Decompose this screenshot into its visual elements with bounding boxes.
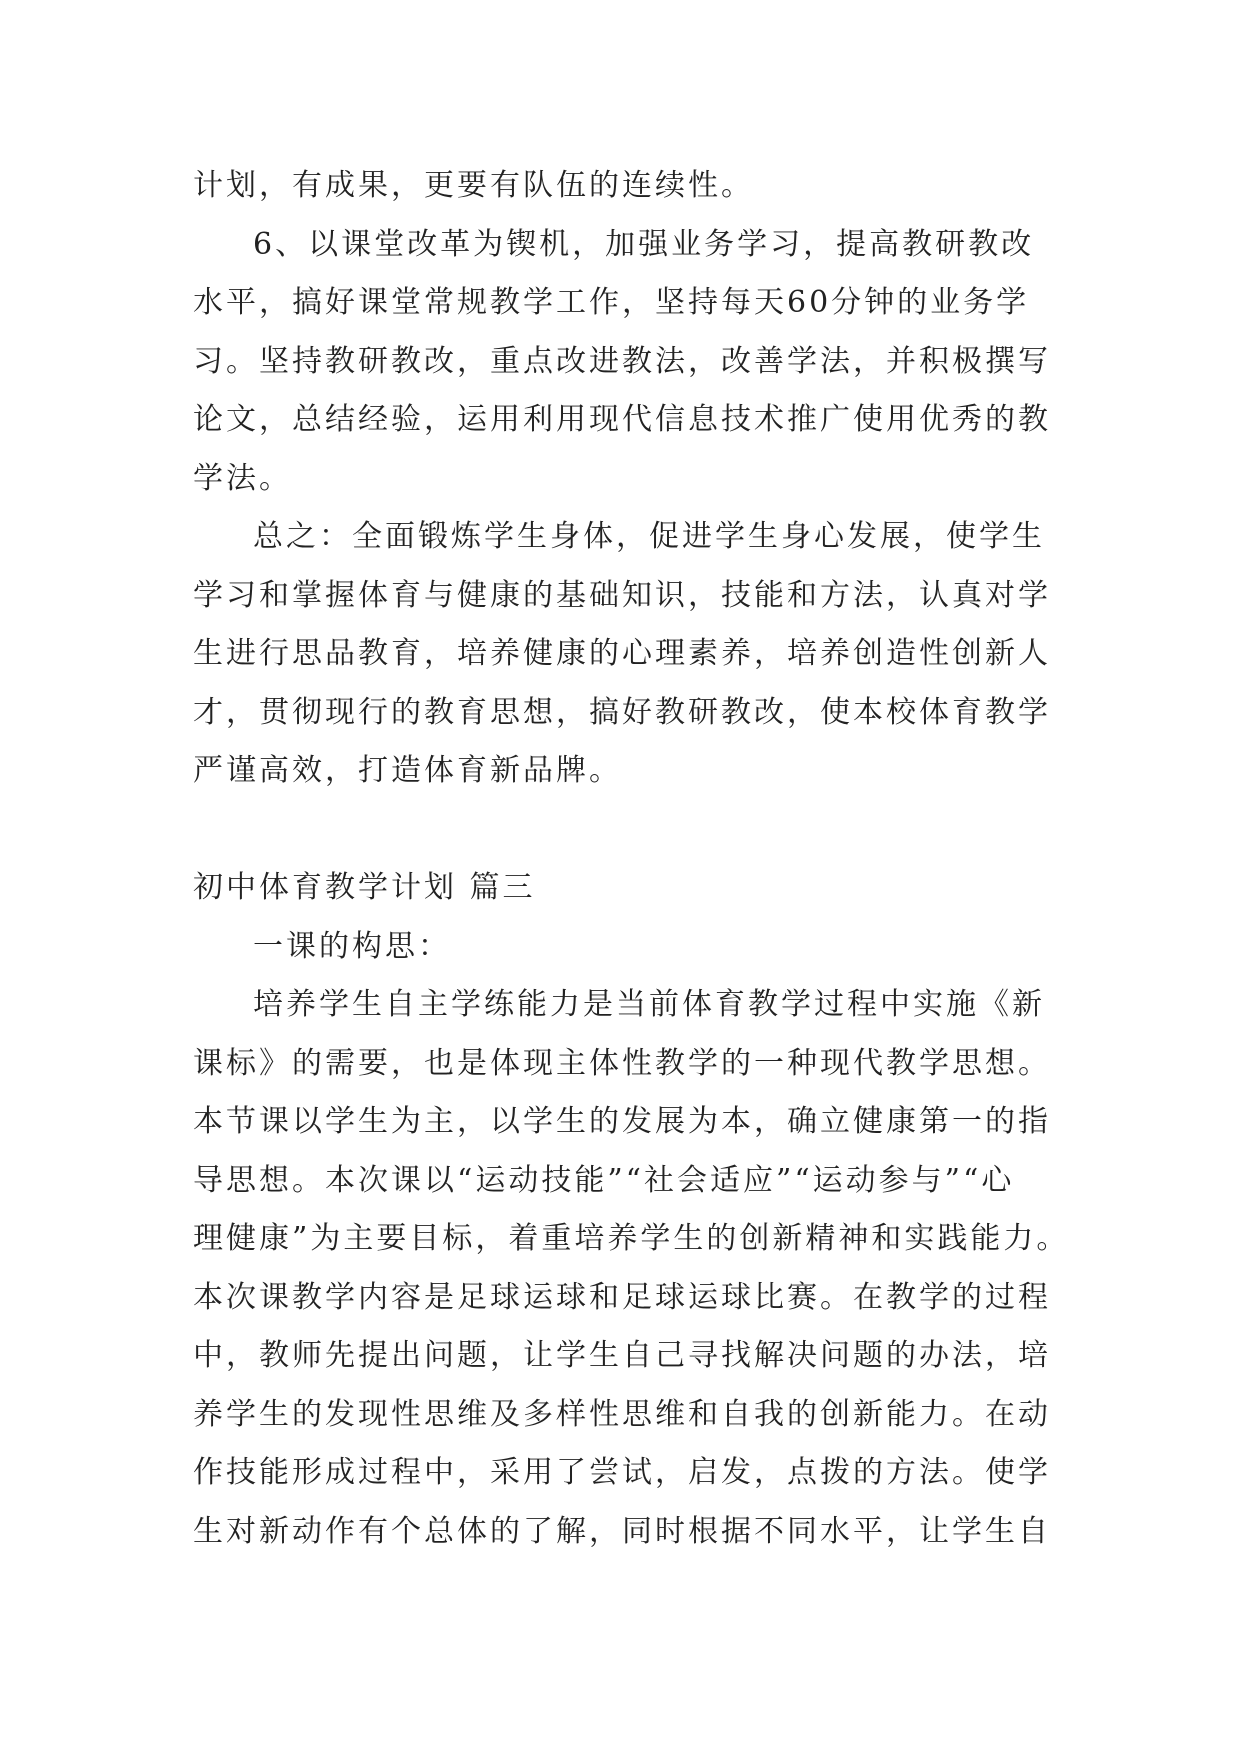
text-line: 课标》的需要，也是体现主体性教学的一种现代教学思想。 bbox=[193, 1046, 1051, 1081]
text-line: 培养学生自主学练能力是当前体育教学过程中实施《新 bbox=[253, 987, 1045, 1022]
text-line: 总之：全面锻炼学生身体，促进学生身心发展，使学生 bbox=[253, 519, 1045, 554]
text-line: 生进行思品教育，培养健康的心理素养，培养创造性创新人 bbox=[193, 636, 1051, 671]
text-line: 导思想。本次课以“运动技能”“社会适应”“运动参与”“心 bbox=[193, 1163, 1015, 1198]
text-line: 生对新动作有个总体的了解，同时根据不同水平，让学生自 bbox=[193, 1514, 1051, 1549]
text-line: 水平，搞好课堂常规教学工作，坚持每天60分钟的业务学 bbox=[193, 285, 1030, 320]
text-line: 养学生的发现性思维及多样性思维和自我的创新能力。在动 bbox=[193, 1397, 1051, 1432]
text-line: 作技能形成过程中，采用了尝试，启发，点拨的方法。使学 bbox=[193, 1455, 1051, 1490]
section-heading: 初中体育教学计划 篇三 bbox=[193, 870, 536, 905]
text-line: 6、以课堂改革为锲机，加强业务学习，提高教研教改 bbox=[253, 227, 1035, 262]
text-line: 计划，有成果，更要有队伍的连续性。 bbox=[193, 168, 754, 203]
text-line: 本次课教学内容是足球运球和足球运球比赛。在教学的过程 bbox=[193, 1280, 1051, 1315]
text-line: 学法。 bbox=[193, 461, 292, 496]
text-line: 一课的构思： bbox=[253, 929, 451, 964]
text-line: 中，教师先提出问题，让学生自己寻找解决问题的办法，培 bbox=[193, 1338, 1051, 1373]
text-line: 本节课以学生为主，以学生的发展为本，确立健康第一的指 bbox=[193, 1104, 1051, 1139]
text-line: 理健康”为主要目标，着重培养学生的创新精神和实践能力。 bbox=[193, 1221, 1070, 1256]
text-line: 习。坚持教研教改，重点改进教法，改善学法，并积极撰写 bbox=[193, 344, 1051, 379]
text-line: 才，贯彻现行的教育思想，搞好教研教改，使本校体育教学 bbox=[193, 695, 1051, 730]
text-line: 学习和掌握体育与健康的基础知识，技能和方法，认真对学 bbox=[193, 578, 1051, 613]
text-line: 论文，总结经验，运用利用现代信息技术推广使用优秀的教 bbox=[193, 402, 1051, 437]
text-line: 严谨高效，打造体育新品牌。 bbox=[193, 753, 622, 788]
